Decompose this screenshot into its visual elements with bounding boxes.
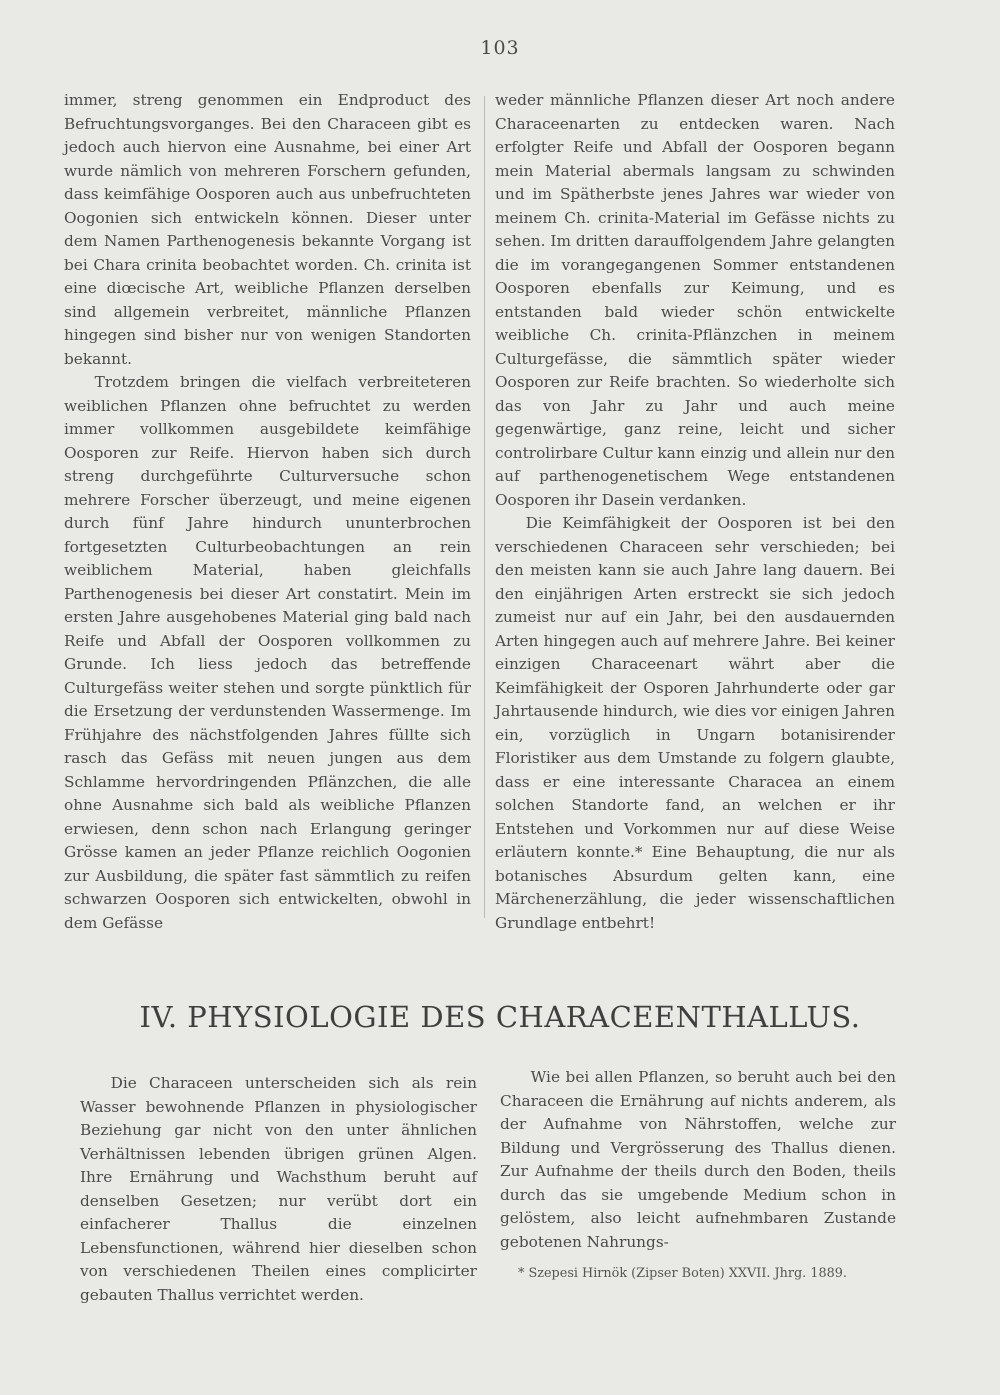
section-heading: IV. PHYSIOLOGIE DES CHARACEENTHALLUS. [139,1000,861,1034]
body-paragraph: Die Characeen unterscheiden sich als rein Wasser bewohnende Pflanzen in physiologischer Beziehung gar nicht von den unter ähnlichen Verhältnissen lebenden übrigen grünen Algen. Ihre Ernährung und Wachsthum beruht auf denselben Gesetzen; nur verübt dort ein einfacherer Thallus die einzelnen Lebensfunctionen, während hier dieselben schon von verschiedenen Theilen eines complicirter gebauten Thallus verrichtet werden. [80,1074,477,1304]
bottom-right-column [500,1066,896,1254]
column-divider [484,96,485,918]
body-paragraph: Die Keimfähigkeit der Oosporen ist bei den verschiedenen Characeen sehr verschieden; bei den meisten kann sie auch Jahre lang dauern. Bei den einjährigen Arten erstreckt sie sich jedoch zumeist nur auf ein Jahr, bei den ausdauernden Arten hingegen auch auf mehrere Jahre. Bei keiner einzigen Characeenart währt aber die Keimfähigkeit der Osporen Jahrhunderte oder gar Jahrtausende hindurch, wie dies vor einigen Jahren ein, vorzüglich in Ungarn botanisirender Floristiker aus dem Umstande zu folgern glaubte, dass er eine interessante Characea an einem solchen Standorte fand, an welchen er ihr Entstehen und Vorkommen nur auf diese Weise erläutern konnte.* Eine Behauptung, die nur als botanisches Absurdum gelten kann, eine Märchenerzählung, die jeder wissenschaftlichen Grundlage entbehrt! [495,514,895,932]
top-left-column [64,89,471,935]
page-number: 103 [480,37,520,59]
body-paragraph: weder männliche Pflanzen dieser Art noch andere Characeenarten zu entdecken waren. Nach erfolgter Reife und Abfall der Oosporen begann mein Material abermals langsam zu schwinden und im Spätherbste jenes Jahres war wieder von meinem Ch. crinita-Material im Gefässe nichts zu sehen. Im dritten darauffolgendem Jahre gelangten die im vorangegangenen Sommer entstandenen Oosporen ebenfalls zur Keimung, und es entstanden bald wieder schön entwickelte weibliche Ch. crinita-Pflänzchen in meinem Culturgefässe, die sämmtlich später wieder Oosporen zur Reife brachten. So wiederholte sich das von Jahr zu Jahr und auch meine gegenwärtige, ganz reine, leicht und sicher controlirbare Cultur kann einzig und allein nur den auf parthenogenetischem Wege entstandenen Oosporen ihr Dasein verdanken. [495,91,895,509]
footnote: * Szepesi Hirnök (Zipser Boten) XXVII. Jhrg. 1889. [518,1266,847,1281]
bottom-left-column [80,1072,477,1307]
body-paragraph: Wie bei allen Pflanzen, so beruht auch bei den Characeen die Ernährung auf nichts anderem, als der Aufnahme von Nährstoffen, welche zur Bildung und Vergrösserung des Thallus dienen. Zur Aufnahme der theils durch den Boden, theils durch das sie umgebende Medium schon in gelöstem, also leicht aufnehmbaren Zustande gebotenen Nahrungs- [500,1068,896,1251]
body-paragraph: Trotzdem bringen die vielfach verbreiteteren weiblichen Pflanzen ohne befruchtet zu werden immer vollkommen ausgebildete keimfähige Oosporen zur Reife. Hiervon haben sich durch streng durchgeführte Culturversuche schon mehrere Forscher überzeugt, und meine eigenen durch fünf Jahre hindurch ununterbrochen fortgesetzten Culturbeobachtungen an rein weiblichem Material, haben gleichfalls Parthenogenesis bei dieser Art constatirt. Mein im ersten Jahre ausgehobenes Material ging bald nach Reife und Abfall der Oosporen vollkommen zu Grunde. Ich liess jedoch das betreffende Culturgefäss weiter stehen und sorgte pünktlich für die Ersetzung der verdunstenden Wassermenge. Im Frühjahre des nächstfolgenden Jahres füllte sich rasch das Gefäss mit neuen jungen aus dem Schlamme hervordringenden Pflänzchen, die alle ohne Ausnahme sich bald als weibliche Pflanzen erwiesen, denn schon nach Erlangung geringer Grösse kamen an jeder Pflanze reichlich Oogonien zur Ausbildung, die später fast sämmtlich zu reifen schwarzen Oosporen sich entwickelten, obwohl in dem Gefässe [64,373,471,932]
body-paragraph: immer, streng genommen ein Endproduct des Befruchtungsvorganges. Bei den Characeen gibt es jedoch auch hiervon eine Ausnahme, bei einer Art wurde nämlich von mehreren Forschern gefunden, dass keimfähige Oosporen auch aus unbefruchteten Oogonien sich entwickeln können. Dieser unter dem Namen Parthenogenesis bekannte Vorgang ist bei Chara crinita beobachtet worden. Ch. crinita ist eine diœcische Art, weibliche Pflanzen derselben sind allgemein verbreitet, männliche Pflanzen hingegen sind bisher nur von wenigen Standorten bekannt. [64,91,471,368]
top-right-column [495,89,895,935]
